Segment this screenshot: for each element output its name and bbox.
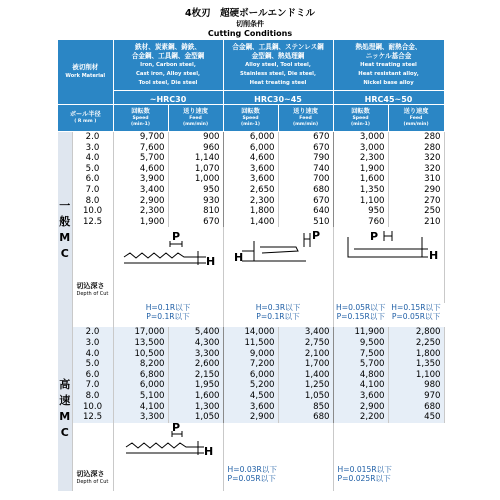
table-row	[58, 380, 444, 391]
hrc-2-label: HRC30~45	[254, 94, 302, 104]
speed-cell: 3,600	[223, 164, 278, 175]
radius-cell: 12.5	[72, 412, 113, 423]
depth-en: Depth of Cut	[76, 291, 109, 298]
feed-header-1	[168, 105, 223, 132]
speed-cell: 3,400	[113, 185, 168, 196]
speed-cell: 7,500	[333, 349, 388, 360]
speed-cell: 9,500	[333, 338, 388, 349]
cond-p: P=0.1R以下	[256, 312, 300, 322]
speed-cell: 11,900	[333, 327, 388, 338]
radius-cell: 8.0	[72, 196, 113, 207]
feed-cell: 680	[278, 412, 333, 423]
table-row	[58, 338, 444, 349]
feed-cell: 310	[388, 174, 444, 185]
speed-ja: 回転数	[351, 108, 370, 115]
radius-cell: 2.0	[72, 132, 113, 143]
feed-en: Feed	[189, 116, 202, 121]
speed-cell: 5,700	[113, 153, 168, 164]
material-header-row	[58, 40, 444, 91]
speed-cell: 1,400	[223, 217, 278, 228]
feed-cell: 970	[388, 391, 444, 402]
highspeed-mc-label	[58, 327, 72, 490]
speed-cell: 4,100	[113, 402, 168, 413]
page-title: 4枚刃 超硬ボールエンドミル	[185, 8, 315, 19]
feed-cell: 670	[278, 132, 333, 143]
speed-cell: 3,600	[223, 402, 278, 413]
label-char: C	[60, 246, 69, 260]
material-1-en2: Cast iron, Alloy steel,	[135, 70, 201, 77]
cond-p: P=0.025R以下	[337, 473, 391, 483]
material-2-en2: Stainless steel, Die steel,	[240, 70, 316, 77]
feed-header-3	[388, 105, 444, 132]
feed-ja: 送り速度	[403, 108, 429, 115]
speed-cell: 1,900	[333, 164, 388, 175]
radius-cell: 5.0	[72, 164, 113, 175]
feed-cell: 3,400	[278, 327, 333, 338]
material-3-en2: Heat resistant alloy,	[358, 70, 419, 77]
material-1-en1: Iron, Carbon steel,	[140, 61, 196, 68]
speed-en: Speed	[352, 116, 369, 121]
radius-cell: 3.0	[72, 338, 113, 349]
speed-cell: 6,000	[223, 370, 278, 381]
depth-diagram-3	[333, 227, 444, 303]
speed-ja: 回転数	[131, 108, 150, 115]
material-2-ja1: 合金鋼、工具鋼、ステンレス鋼	[232, 42, 324, 51]
cond-h: H=0.3R以下	[255, 303, 301, 313]
cond-p: P=0.1R以下	[146, 312, 190, 322]
radius-cell: 12.5	[72, 217, 113, 228]
speed-cell: 5,200	[223, 380, 278, 391]
feed-cell: 2,100	[278, 349, 333, 360]
table-row	[58, 359, 444, 370]
feed-cell: 1,140	[168, 153, 223, 164]
radius-cell: 2.0	[72, 327, 113, 338]
radius-cell: 5.0	[72, 359, 113, 370]
table-row	[58, 412, 444, 423]
feed-cell: 680	[388, 402, 444, 413]
speed-cell: 6,000	[223, 143, 278, 154]
cond-h: H=0.015R以下	[337, 464, 392, 474]
feed-unit: (mm/min)	[292, 122, 319, 127]
feed-cell: 1,050	[278, 391, 333, 402]
hrc-1	[113, 91, 223, 105]
speed-cell: 6,000	[113, 380, 168, 391]
feed-cell: 4,300	[168, 338, 223, 349]
speed-cell: 7,600	[113, 143, 168, 154]
feed-cell: 1,600	[168, 391, 223, 402]
speed-cell: 10,500	[113, 349, 168, 360]
radius-cell: 7.0	[72, 380, 113, 391]
feed-cell: 1,300	[168, 402, 223, 413]
label-char: M	[59, 410, 71, 424]
cond-2	[223, 303, 333, 327]
material-3-en3: Nickel base alloy	[363, 79, 414, 86]
feed-cell: 960	[168, 143, 223, 154]
speed-cell: 2,900	[333, 402, 388, 413]
cond-h: H=0.1R以下	[145, 303, 191, 313]
work-material-header	[58, 40, 113, 105]
feed-cell: 680	[278, 185, 333, 196]
hrc-3	[333, 91, 444, 105]
feed-cell: 2,800	[388, 327, 444, 338]
cond-3	[333, 303, 388, 327]
hs-depth-diagram	[113, 423, 223, 491]
speed-cell: 4,100	[333, 380, 388, 391]
speed-ja: 回転数	[241, 108, 260, 115]
table-row	[58, 153, 444, 164]
table-row	[58, 132, 444, 143]
material-2-ja2: 金型鋼、熱処理鋼	[251, 51, 305, 60]
speed-cell: 1,900	[113, 217, 168, 228]
speed-en: Speed	[132, 116, 149, 121]
speed-cell: 4,500	[223, 391, 278, 402]
speed-cell: 4,600	[223, 153, 278, 164]
speed-cell: 6,000	[223, 132, 278, 143]
depth-ja: 切込深さ	[76, 469, 105, 478]
material-1-en3: Tool steel, Die steel	[138, 79, 198, 86]
feed-cell: 670	[168, 217, 223, 228]
speed-unit: (min-1)	[351, 122, 370, 127]
material-2-en1: Alloy steel, Tool steel,	[245, 61, 311, 68]
h-label: H	[203, 444, 213, 458]
speed-header-1	[113, 105, 168, 132]
speed-cell: 11,500	[223, 338, 278, 349]
table-row	[58, 196, 444, 207]
speed-cell: 1,800	[223, 206, 278, 217]
label-char: 一	[59, 198, 71, 212]
radius-cell: 4.0	[72, 153, 113, 164]
cond-1	[113, 303, 223, 327]
subtitle-ja: 切削条件	[236, 20, 264, 28]
feed-cell: 320	[388, 164, 444, 175]
feed-cell: 250	[388, 206, 444, 217]
depth-of-cut-label	[72, 227, 113, 303]
feed-unit: (mm/min)	[403, 122, 429, 127]
speed-cell: 3,600	[223, 174, 278, 185]
feed-cell: 320	[388, 153, 444, 164]
feed-cell: 280	[388, 143, 444, 154]
feed-cell: 1,250	[278, 380, 333, 391]
speed-cell: 6,800	[113, 370, 168, 381]
table-row	[58, 174, 444, 185]
table-row	[58, 370, 444, 381]
feed-cell: 3,300	[168, 349, 223, 360]
material-col-3	[333, 40, 444, 91]
speed-cell: 1,350	[333, 185, 388, 196]
flat-surface-diagram	[116, 423, 221, 465]
step-diagram	[226, 227, 331, 275]
feed-cell: 1,000	[168, 174, 223, 185]
label-char: C	[60, 426, 69, 440]
cutting-conditions-table	[58, 40, 445, 491]
depth-of-cut-label	[72, 423, 113, 491]
cond-4	[388, 303, 444, 327]
p-label: P	[370, 230, 379, 244]
hs-cond-1	[223, 423, 333, 491]
feed-cell: 450	[388, 412, 444, 423]
radius-cell: 4.0	[72, 349, 113, 360]
hrc-3-label: HRC45~50	[364, 94, 413, 104]
radius-cell: 7.0	[72, 185, 113, 196]
material-col-1	[113, 40, 223, 91]
general-mc-label	[58, 132, 72, 328]
radius-cell: 10.0	[72, 206, 113, 217]
speed-cell: 4,800	[333, 370, 388, 381]
cond-p: P=0.05R以下	[391, 312, 441, 322]
hrc-1-label: ~HRC30	[149, 94, 187, 104]
radius-cell: 3.0	[72, 143, 113, 154]
label-char: M	[59, 230, 71, 244]
feed-cell: 980	[388, 380, 444, 391]
depth-en: Depth of Cut	[76, 478, 109, 485]
radius-cell: 6.0	[72, 370, 113, 381]
speed-cell: 5,700	[333, 359, 388, 370]
feed-cell: 2,250	[388, 338, 444, 349]
table-row	[58, 217, 444, 228]
cond-p: P=0.05R以下	[227, 473, 276, 483]
feed-cell: 740	[278, 164, 333, 175]
material-col-2	[223, 40, 333, 91]
radius-label: ボール半径	[69, 111, 101, 118]
feed-cell: 1,700	[278, 359, 333, 370]
hs-cond-2	[333, 423, 444, 491]
speed-cell: 760	[333, 217, 388, 228]
speed-cell: 7,200	[223, 359, 278, 370]
feed-cell: 1,070	[168, 164, 223, 175]
speed-cell: 4,600	[113, 164, 168, 175]
units-row	[58, 105, 444, 132]
cond-h: H=0.03R以下	[227, 464, 277, 474]
speed-cell: 2,900	[223, 412, 278, 423]
subtitle-en: Cutting Conditions	[207, 29, 293, 38]
speed-cell: 3,600	[333, 391, 388, 402]
speed-cell: 2,300	[333, 153, 388, 164]
feed-cell: 280	[388, 132, 444, 143]
speed-cell: 8,200	[113, 359, 168, 370]
feed-cell: 290	[388, 185, 444, 196]
hrc-row	[58, 91, 444, 105]
feed-cell: 1,100	[388, 370, 444, 381]
table-row	[58, 206, 444, 217]
h-label: H	[429, 249, 439, 263]
speed-unit: (min-1)	[241, 122, 260, 127]
radius-cell: 8.0	[72, 391, 113, 402]
table-row	[58, 391, 444, 402]
material-1-ja2: 合金鋼、工具鋼、金型鋼	[131, 51, 205, 60]
speed-cell: 17,000	[113, 327, 168, 338]
depth-of-cut-row	[58, 423, 444, 491]
speed-cell: 13,500	[113, 338, 168, 349]
speed-cell: 3,300	[113, 412, 168, 423]
high-speed-mc-section	[58, 327, 444, 490]
feed-cell: 670	[278, 143, 333, 154]
feed-cell: 1,350	[388, 359, 444, 370]
p-label: P	[171, 422, 180, 434]
speed-cell: 2,300	[113, 206, 168, 217]
feed-cell: 5,400	[168, 327, 223, 338]
feed-cell: 700	[278, 174, 333, 185]
table-row	[58, 185, 444, 196]
feed-cell: 1,400	[278, 370, 333, 381]
cond-h: H=0.05R以下	[336, 303, 386, 313]
feed-cell: 2,150	[168, 370, 223, 381]
feed-cell: 900	[168, 132, 223, 143]
feed-cell: 1,950	[168, 380, 223, 391]
feed-cell: 950	[168, 185, 223, 196]
feed-en: Feed	[409, 116, 423, 121]
feed-cell: 2,600	[168, 359, 223, 370]
label-char: 速	[59, 394, 71, 408]
depth-diagram-1	[113, 227, 223, 303]
speed-cell: 9,700	[113, 132, 168, 143]
corner-diagram	[336, 227, 441, 275]
feed-cell: 850	[278, 402, 333, 413]
feed-header-2	[278, 105, 333, 132]
label-char: 般	[59, 214, 71, 228]
feed-cell: 270	[388, 196, 444, 207]
hrc-2	[223, 91, 333, 105]
speed-cell: 2,200	[333, 412, 388, 423]
p-label: P	[311, 229, 320, 243]
h-label: H	[205, 255, 215, 269]
depth-ja: 切込深さ	[76, 282, 105, 291]
work-material-en: Work Material	[65, 73, 106, 79]
material-3-ja2: ニッケル基合金	[365, 51, 412, 60]
table-row	[58, 164, 444, 175]
general-conditions-row	[58, 303, 444, 327]
feed-cell: 640	[278, 206, 333, 217]
speed-cell: 3,000	[333, 143, 388, 154]
speed-cell: 2,650	[223, 185, 278, 196]
feed-cell: 510	[278, 217, 333, 228]
material-1-ja1: 鉄材、炭素鋼、鋳鉄、	[135, 42, 201, 51]
table-row	[58, 349, 444, 360]
speed-cell: 2,900	[113, 196, 168, 207]
speed-cell: 1,600	[333, 174, 388, 185]
feed-cell: 1,050	[168, 412, 223, 423]
depth-of-cut-row	[58, 227, 444, 303]
flat-surface-diagram	[116, 227, 221, 275]
speed-cell: 1,100	[333, 196, 388, 207]
speed-cell: 3,000	[333, 132, 388, 143]
radius-cell: 6.0	[72, 174, 113, 185]
feed-cell: 2,750	[278, 338, 333, 349]
speed-cell: 5,100	[113, 391, 168, 402]
speed-cell: 9,000	[223, 349, 278, 360]
radius-header	[58, 105, 113, 132]
table-row	[58, 402, 444, 413]
table-row	[58, 143, 444, 154]
material-2-en3: Heat treating steel	[249, 79, 307, 86]
feed-cell: 1,800	[388, 349, 444, 360]
depth-diagram-2	[223, 227, 333, 303]
speed-en: Speed	[242, 116, 259, 121]
feed-cell: 790	[278, 153, 333, 164]
speed-cell: 14,000	[223, 327, 278, 338]
h-label: H	[233, 251, 243, 265]
feed-cell: 810	[168, 206, 223, 217]
p-label: P	[171, 230, 180, 244]
speed-cell: 2,300	[223, 196, 278, 207]
material-3-en1: Heat treating steel	[360, 61, 417, 68]
feed-cell: 670	[278, 196, 333, 207]
cond-h: H=0.15R以下	[391, 303, 441, 313]
speed-unit: (min-1)	[131, 122, 150, 127]
feed-cell: 930	[168, 196, 223, 207]
material-3-ja1: 熱処理鋼、耐熱合金、	[355, 42, 422, 51]
speed-header-3	[333, 105, 388, 132]
feed-cell: 210	[388, 217, 444, 228]
radius-unit: ( R mm )	[74, 119, 97, 124]
general-mc-section	[58, 132, 444, 328]
label-char: 高	[59, 378, 71, 392]
feed-en: Feed	[299, 116, 312, 121]
radius-cell: 10.0	[72, 402, 113, 413]
work-material-ja: 被切削材	[72, 63, 99, 71]
cond-p: P=0.15R以下	[336, 312, 385, 322]
speed-header-2	[223, 105, 278, 132]
speed-cell: 950	[333, 206, 388, 217]
table-row	[58, 327, 444, 338]
speed-cell: 3,900	[113, 174, 168, 185]
feed-ja: 送り速度	[293, 108, 318, 115]
feed-unit: (mm/min)	[182, 122, 209, 127]
feed-ja: 送り速度	[183, 108, 208, 115]
